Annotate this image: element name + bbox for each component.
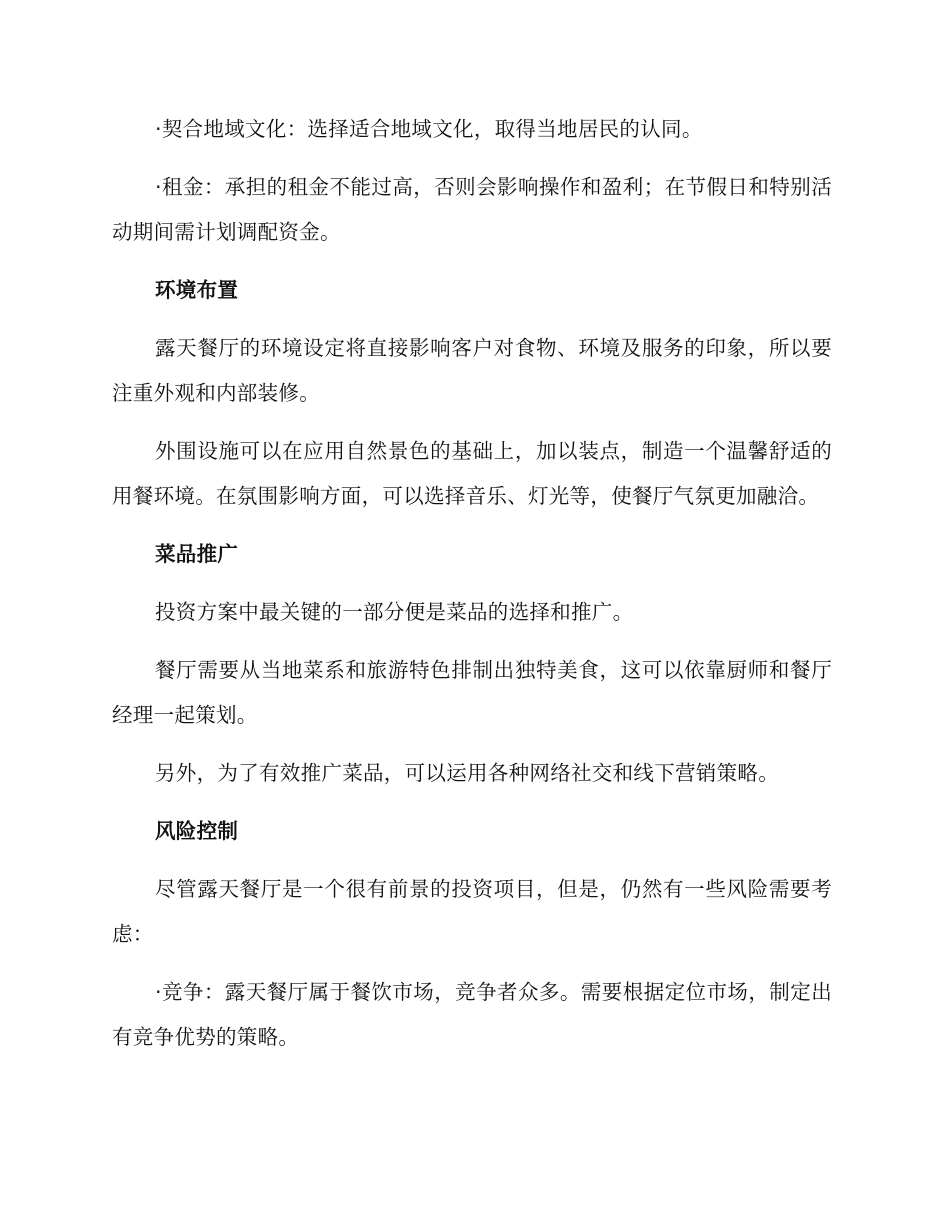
paragraph-dish-marketing: 另外，为了有效推广菜品，可以运用各种网络社交和线下营销策略。 bbox=[155, 761, 779, 785]
bullet-rent: ·租金：承担的租金不能过高，否则会影响操作和盈利；在节假日和特别活动期间需计划调配资金。 bbox=[112, 175, 832, 244]
bullet-cultural-fit: ·契合地域文化：选择适合地域文化，取得当地居民的认同。 bbox=[155, 117, 703, 141]
paragraph-dish-key: 投资方案中最关键的一部分便是菜品的选择和推广。 bbox=[155, 600, 634, 624]
paragraph-environment-impression: 露天餐厅的环境设定将直接影响客户对食物、环境及服务的印象，所以要注重外观和内部装修。 bbox=[112, 336, 832, 405]
heading-risk-control: 风险控制 bbox=[155, 819, 239, 843]
heading-environment: 环境布置 bbox=[155, 278, 239, 302]
paragraph-dish-local: 餐厅需要从当地菜系和旅游特色排制出独特美食，这可以依靠厨师和餐厅经理一起策划。 bbox=[112, 658, 832, 727]
bullet-competition: ·竞争：露天餐厅属于餐饮市场，竞争者众多。需要根据定位市场，制定出有竞争优势的策略。 bbox=[112, 980, 832, 1049]
heading-dish-promotion: 菜品推广 bbox=[155, 542, 239, 566]
paragraph-risk-intro: 尽管露天餐厅是一个很有前景的投资项目，但是，仍然有一些风险需要考虑： bbox=[112, 877, 832, 946]
document-body bbox=[112, 107, 832, 1073]
paragraph-environment-facilities: 外围设施可以在应用自然景色的基础上，加以装点，制造一个温馨舒适的用餐环境。在氛围影响方面，可以选择音乐、灯光等，使餐厅气氛更加融洽。 bbox=[112, 439, 832, 508]
